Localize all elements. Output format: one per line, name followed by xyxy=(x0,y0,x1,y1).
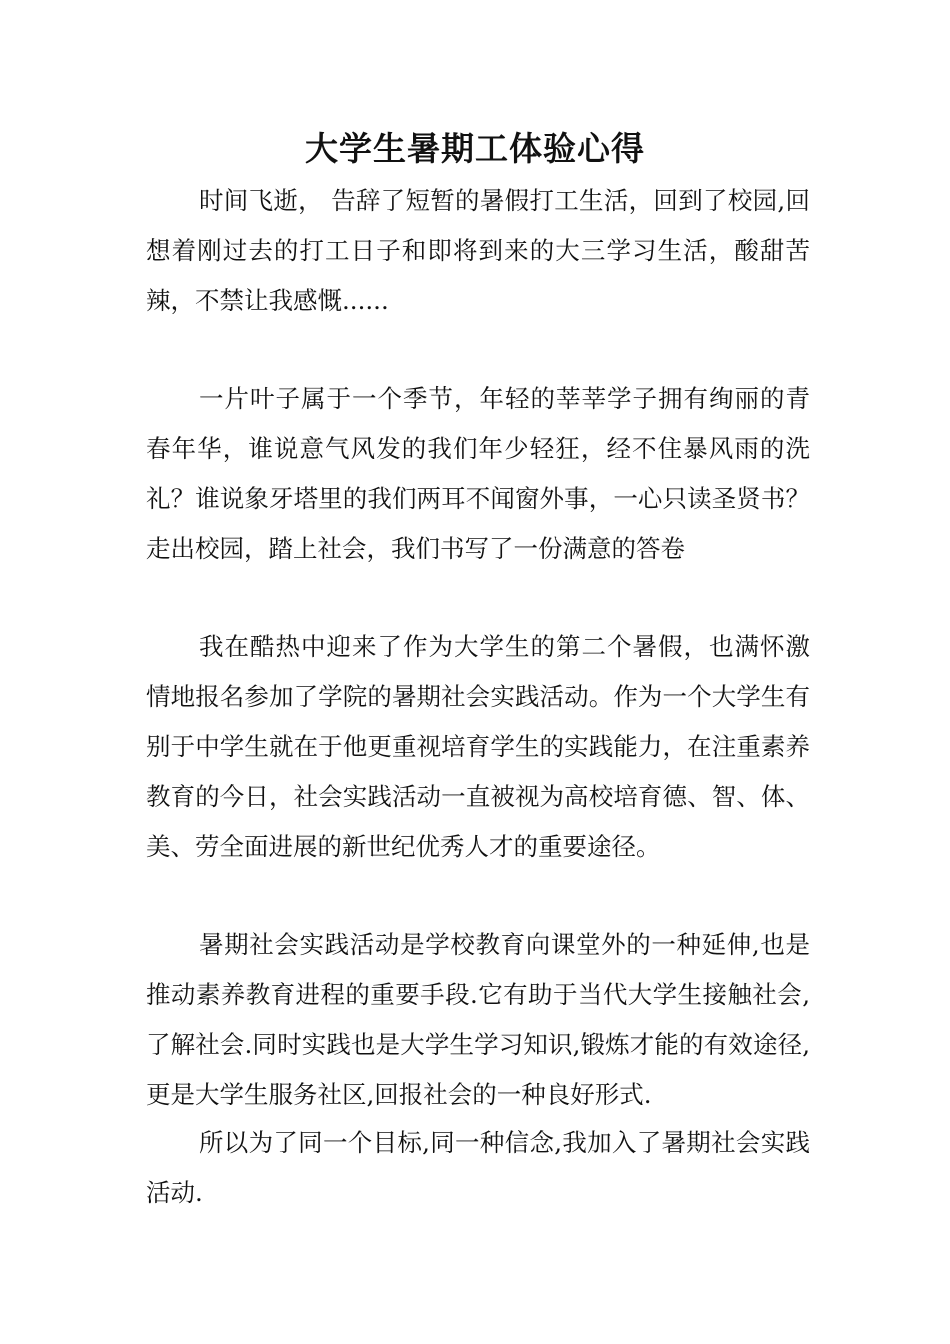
paragraph-practice-purpose: 暑期社会实践活动是学校教育向课堂外的一种延伸,也是推动素养教育进程的重要手段.它有助于当代大学生接触社会,了解社会.同时实践也是大学生学习知识,锻炼才能的有效途径,更是大学生服务社区,回报社会的一种良好形式. xyxy=(146,930,810,1109)
document-title: 大学生暑期工体验心得 xyxy=(305,129,645,168)
paragraph-second-summer: 我在酷热中迎来了作为大学生的第二个暑假，也满怀激情地报名参加了学院的暑期社会实践活动。作为一个大学生有别于中学生就在于他更重视培育学生的实践能力，在注重素养教育的今日，社会实践活动一直被视为高校培育德、智、体、美、劳全面进展的新世纪优秀人才的重要途径。 xyxy=(146,632,810,861)
paragraph-intro: 时间飞逝， 告辞了短暂的暑假打工生活，回到了校园,回想着刚过去的打工日子和即将到来的大三学习生活，酸甜苦辣，不禁让我感慨...... xyxy=(146,186,810,315)
paragraph-joined: 所以为了同一个目标,同一种信念,我加入了暑期社会实践活动. xyxy=(146,1128,810,1207)
paragraph-leaf-season: 一片叶子属于一个季节，年轻的莘莘学子拥有绚丽的青春年华，谁说意气风发的我们年少轻狂，经不住暴风雨的洗礼？谁说象牙塔里的我们两耳不闻窗外事，一心只读圣贤书？走出校园，踏上社会，我们书写了一份满意的答卷 xyxy=(146,384,810,563)
